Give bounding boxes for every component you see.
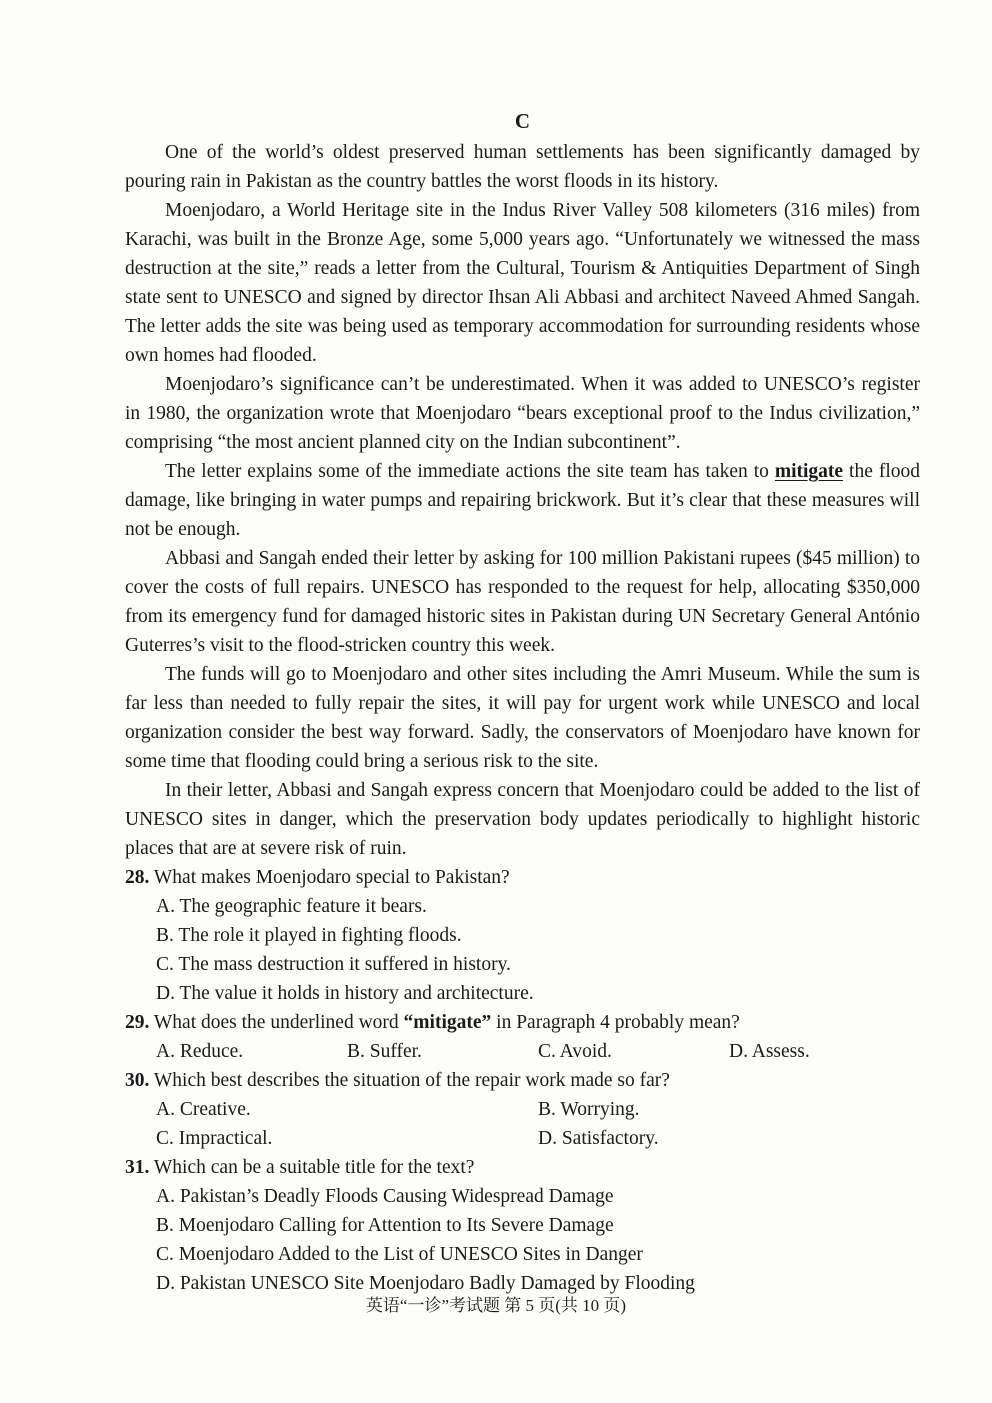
option-c: C. Avoid. [538, 1041, 612, 1062]
section-label: C [514, 109, 531, 133]
option-d: D. Satisfactory. [538, 1128, 659, 1149]
question-text-before: What does the underlined word [153, 1012, 404, 1033]
page-footer: 英语“一诊”考试题 第 5 页(共 10 页) [365, 1296, 627, 1315]
option-d: D. Pakistan UNESCO Site Moenjodaro Badly Damaged by Flooding [156, 1273, 695, 1294]
passage-paragraph-2: Moenjodaro, a World Heritage site in the Indus River Valley 508 kilometers (316 miles) from Karachi, was built in the Bronze Age, some 5,000 years ago. “Unfortunately we witnessed the mass destruction at the site,” reads a letter from the Cultural, Tourism & Antiquities Department of Singh state sent to UNESCO and signed by director Ihsan Ali Abbasi and architect Naveed Ahmed Sangah. The letter adds the site was being used as temporary accommodation for surrounding residents whose own homes had flooded. [125, 200, 920, 366]
option-b: B. Suffer. [347, 1041, 422, 1062]
option-a: A. Reduce. [156, 1041, 244, 1062]
question-number: 30. [125, 1070, 150, 1091]
question-text: Which best describes the situation of the repair work made so far? [153, 1070, 670, 1091]
passage-paragraph-3: Moenjodaro’s significance can’t be underestimated. When it was added to UNESCO’s register in 1980, the organization wrote that Moenjodaro “bears exceptional proof to the Indus civilization,” comprising “the most ancient planned city on the Indian subcontinent”. [125, 374, 920, 453]
question-29 [125, 1008, 920, 1037]
exam-page [125, 108, 920, 1298]
question-31 [125, 1153, 920, 1182]
passage-paragraph-5: Abbasi and Sangah ended their letter by asking for 100 million Pakistani rupees ($45 million) to cover the costs of full repairs. UNESCO has responded to the request for help, allocating $350,000 from its emergency fund for damaged historic sites in Pakistan during UN Secretary General António Guterres’s visit to the flood-stricken country this week. [125, 548, 920, 656]
option-d: D. The value it holds in history and architecture. [156, 983, 534, 1004]
options-row [156, 1095, 920, 1124]
option-b: B. The role it played in fighting floods. [156, 925, 462, 946]
option-b: B. Moenjodaro Calling for Attention to Its Severe Damage [156, 1215, 614, 1236]
p4-text-after: the flood damage, like bringing in water pumps and repairing brickwork. But it’s clear that these measures will not be enough. [125, 461, 921, 540]
option-c: C. The mass destruction it suffered in history. [156, 954, 511, 975]
question-31-options [125, 1182, 920, 1298]
option-b: B. Worrying. [538, 1099, 640, 1120]
question-29-options [125, 1037, 920, 1066]
question-number: 29. [125, 1012, 150, 1033]
question-30 [125, 1066, 920, 1095]
options-row [156, 1124, 920, 1153]
question-28-options [125, 892, 920, 1008]
option-a: A. Pakistan’s Deadly Floods Causing Widespread Damage [156, 1186, 614, 1207]
question-text-after: in Paragraph 4 probably mean? [491, 1012, 740, 1033]
question-number: 31. [125, 1157, 150, 1178]
question-28 [125, 863, 920, 892]
passage-paragraph-1: One of the world’s oldest preserved human settlements has been significantly damaged by pouring rain in Pakistan as the country battles the worst floods in its history. [125, 142, 920, 192]
option-a: A. Creative. [156, 1099, 251, 1120]
question-30-options [125, 1095, 920, 1153]
passage-paragraph-4 [125, 457, 920, 544]
option-c: C. Moenjodaro Added to the List of UNESCO Sites in Danger [156, 1244, 643, 1265]
question-text: Which can be a suitable title for the text? [153, 1157, 475, 1178]
passage-paragraph-6: The funds will go to Moenjodaro and other sites including the Amri Museum. While the sum is far less than needed to fully repair the sites, it will pay for urgent work while UNESCO and local organization consider the best way forward. Sadly, the conservators of Moenjodaro have known for some time that flooding could bring a serious risk to the site. [125, 664, 920, 772]
question-keyword: “mitigate” [403, 1012, 492, 1033]
question-number: 28. [125, 867, 150, 888]
passage-paragraph-7: In their letter, Abbasi and Sangah express concern that Moenjodaro could be added to the list of UNESCO sites in danger, which the preservation body updates periodically to highlight historic places that are at severe risk of ruin. [125, 780, 920, 859]
option-a: A. The geographic feature it bears. [156, 896, 427, 917]
question-text: What makes Moenjodaro special to Pakistan? [153, 867, 510, 888]
keyword-mitigate: mitigate [774, 461, 844, 482]
option-c: C. Impractical. [156, 1128, 273, 1149]
option-d: D. Assess. [729, 1041, 810, 1062]
p4-text-before: The letter explains some of the immediate actions the site team has taken to [165, 461, 775, 482]
